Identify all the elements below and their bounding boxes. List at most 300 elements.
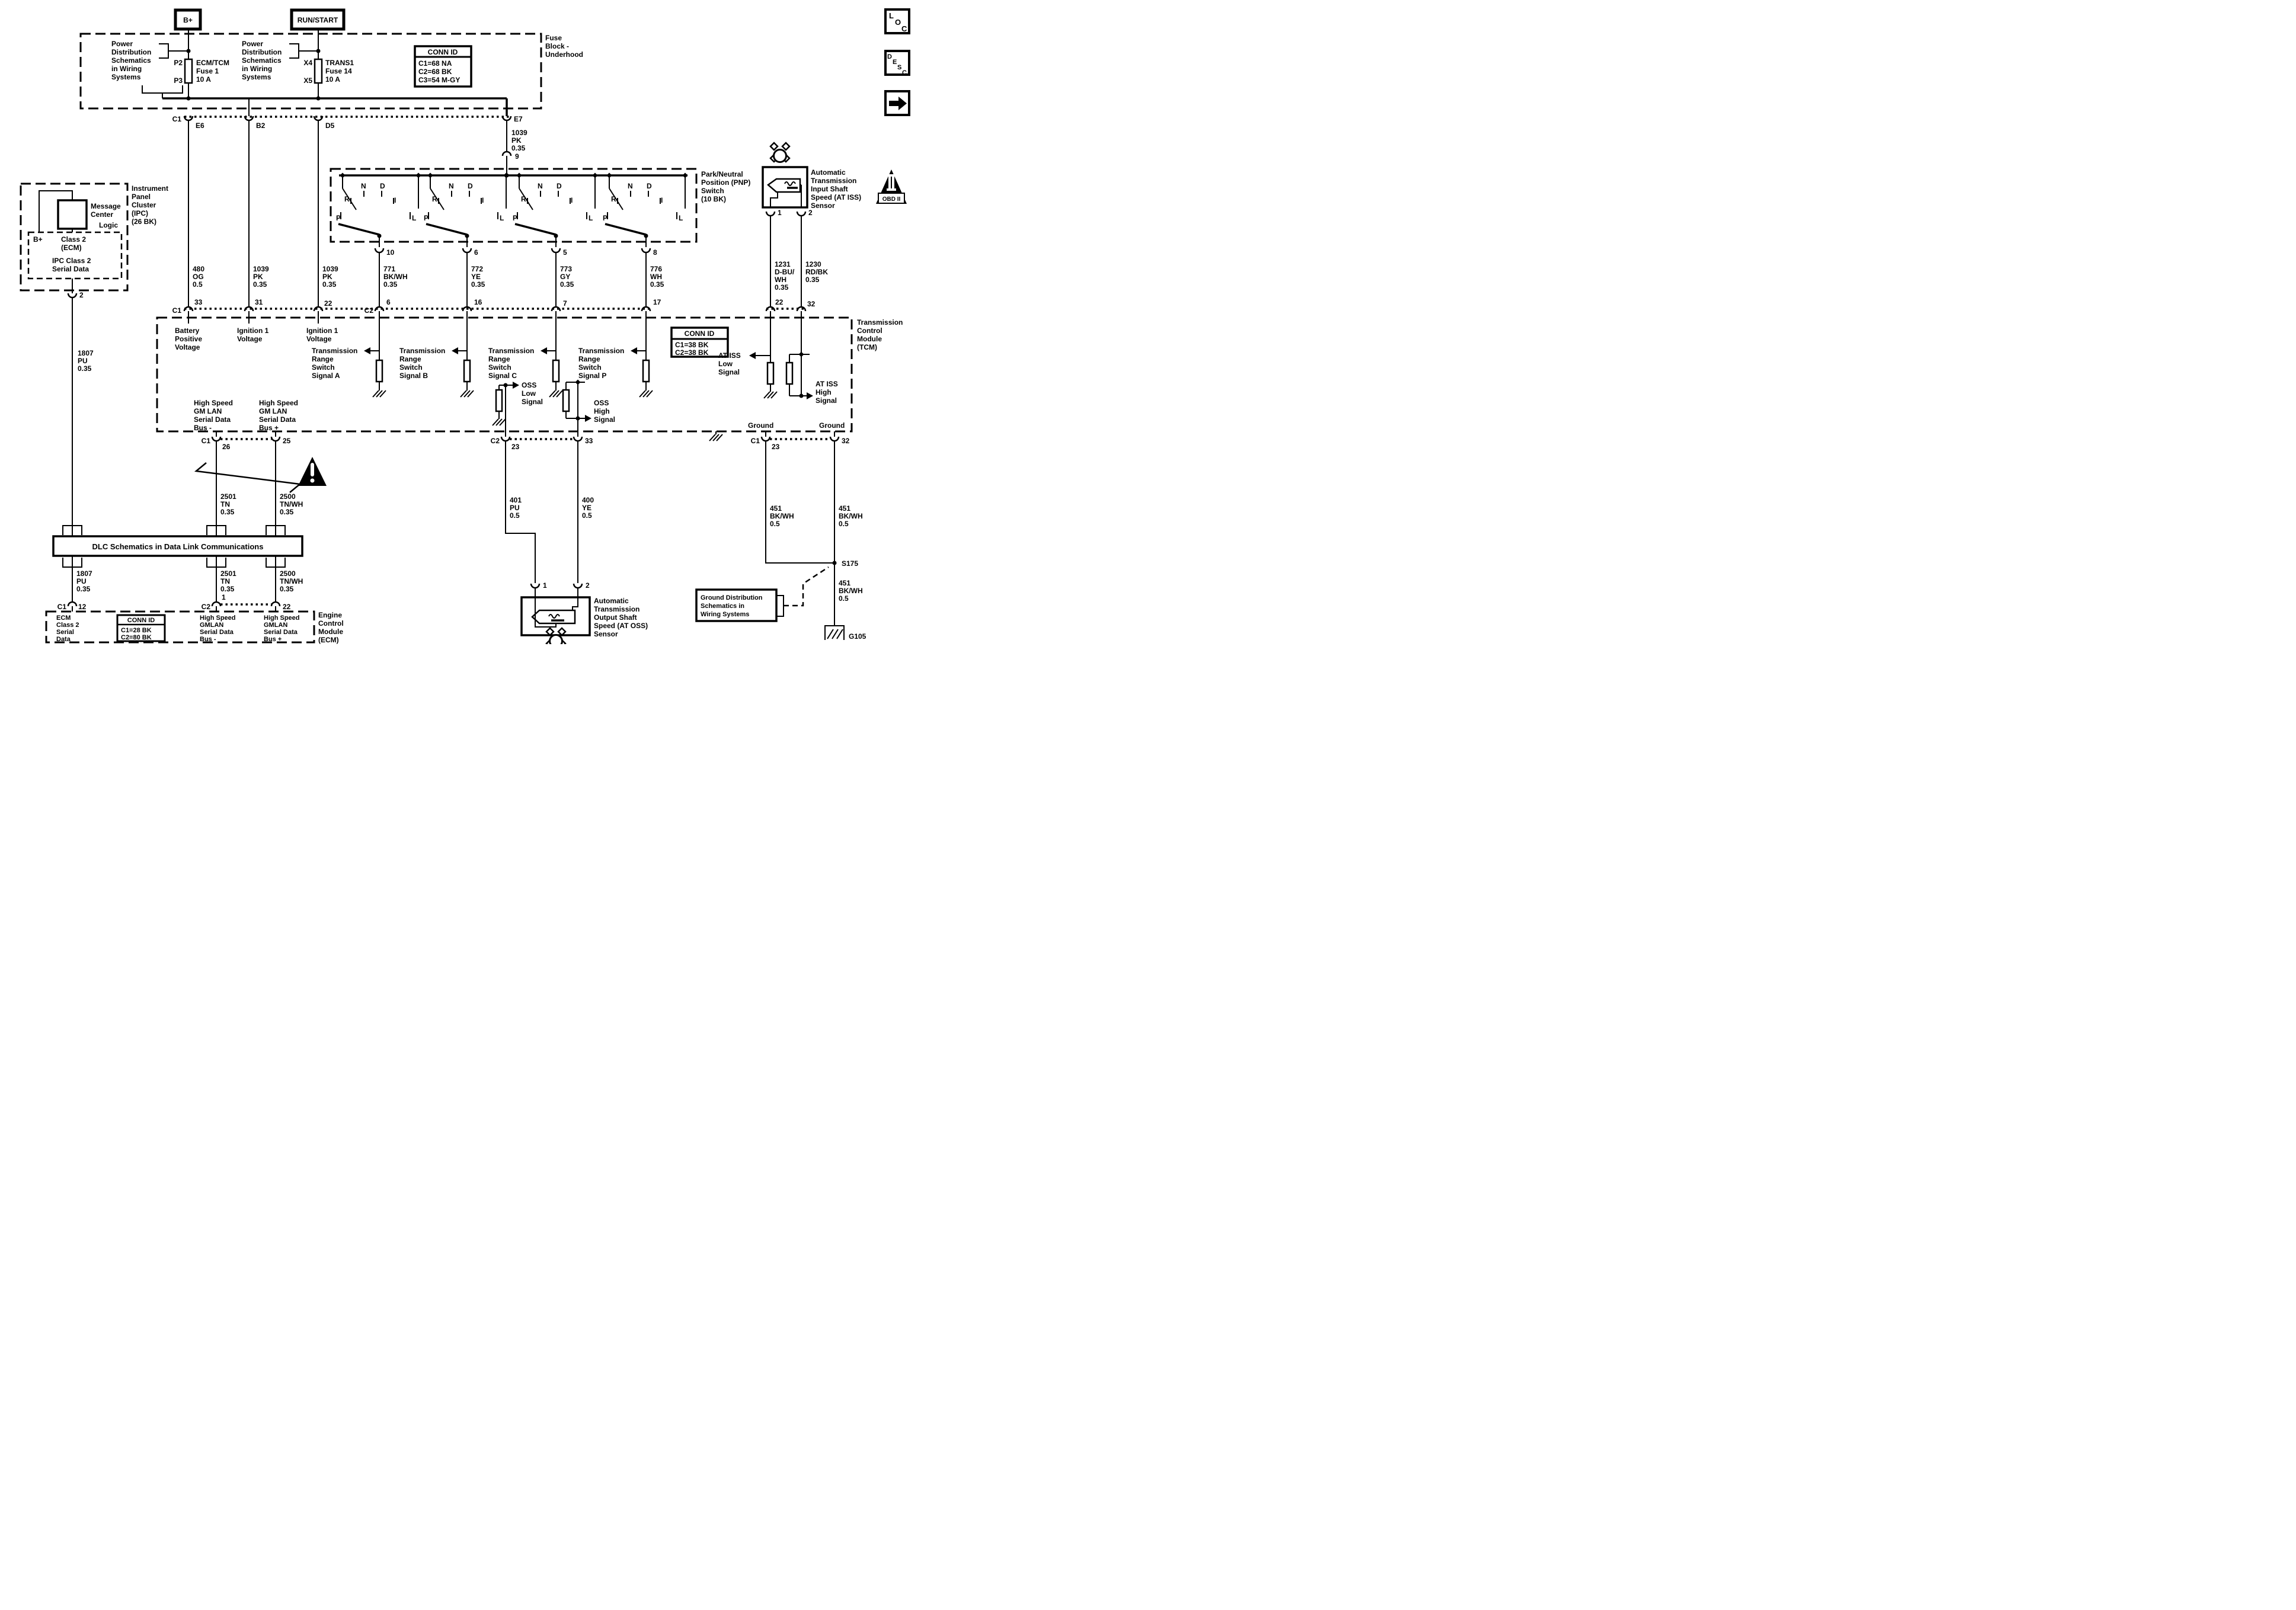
- wire-1230-color: RD/BK: [805, 268, 828, 276]
- fuse1-pin-top: P2: [174, 59, 183, 67]
- pnp-pin-5: 5: [563, 248, 567, 257]
- tcm-pin-25: 25: [283, 437, 291, 445]
- trs-p-line: Range: [578, 355, 600, 363]
- wire-2500-circuit: 2500: [280, 569, 296, 578]
- fb-label: Underhood: [545, 50, 583, 59]
- fuse1-pin-bottom: P3: [174, 76, 183, 85]
- wire-2501-color: TN: [220, 500, 230, 508]
- wire-771-label: [383, 265, 408, 289]
- message-center-label: Center: [91, 210, 114, 219]
- battery-line: Positive: [175, 335, 203, 343]
- wire-2501-lower-label: [220, 569, 236, 593]
- wire-1039-circuit: 1039: [322, 265, 338, 273]
- dlc-label: DLC Schematics in Data Link Communications: [92, 542, 264, 551]
- lan-plus-line: High Speed: [259, 399, 299, 407]
- tcm-conn-id-row: C2=38 BK: [675, 348, 709, 357]
- trs-signal-p: [578, 311, 653, 397]
- ecm-lan-minus-line: High Speed: [200, 614, 236, 622]
- trs-a-line: Range: [312, 355, 334, 363]
- atiss-wires: [770, 216, 828, 307]
- atoss-label: [594, 597, 648, 638]
- fuse-block-label: [545, 34, 583, 59]
- fuse2-pin-top: X4: [303, 59, 312, 67]
- wire-776-color: WH: [650, 273, 662, 281]
- fb-label: Block -: [545, 42, 570, 50]
- pd1-line: Systems: [111, 73, 141, 81]
- oss-high-line: High: [594, 407, 610, 415]
- trs-a-line: Signal A: [312, 372, 340, 380]
- atiss-label-line: Sensor: [811, 201, 835, 210]
- wire-1230-circuit: 1230: [805, 260, 821, 268]
- fuse-block-conn-id: [415, 46, 471, 87]
- fuse2-rating: 10 A: [325, 75, 340, 84]
- desc-letter-d: D: [887, 53, 892, 60]
- wire-2500-gauge: 0.35: [280, 585, 294, 593]
- ecm-label-line: Module: [318, 628, 343, 636]
- ecm-conn-id-row: C2=80 BK: [121, 634, 152, 641]
- atoss-pin2-label: 2: [586, 581, 590, 590]
- wire-451-color: BK/WH: [839, 512, 863, 520]
- wire-2501-upper-label: [220, 492, 236, 516]
- pnp-switch: [331, 169, 750, 257]
- tcm-conn-id-row: C1=38 BK: [675, 341, 709, 349]
- ipc-pin-2: [68, 293, 76, 297]
- wire-2500-lower-label: [280, 569, 303, 593]
- wire-1039-color: PK: [511, 136, 522, 145]
- lan-minus-line: Serial Data: [194, 415, 231, 424]
- trs-signal-a: [312, 311, 386, 397]
- trs-c-line: Range: [488, 355, 510, 363]
- tcm-pin-26: 26: [222, 443, 231, 451]
- wire-1231-circuit: 1231: [775, 260, 791, 268]
- tcm-pin-6: 6: [386, 298, 391, 306]
- fuse1-rating: 10 A: [196, 75, 211, 84]
- ecm-lan-plus-line: Serial Data: [264, 629, 298, 636]
- transmission-control-module: [157, 298, 903, 451]
- gd-line: Schematics in: [701, 603, 744, 610]
- fuse2-name: TRANS1: [325, 59, 354, 67]
- tcm-pin-33: 33: [194, 298, 203, 306]
- wire-2501-gauge: 0.35: [220, 585, 235, 593]
- wire-1807-gauge: 0.35: [76, 585, 91, 593]
- atiss-pin-2: [797, 212, 805, 216]
- desc-letter-e: E: [893, 59, 897, 66]
- pnp-label: [701, 170, 750, 203]
- fb-label: Fuse: [545, 34, 562, 42]
- ign1-line: Voltage: [237, 335, 263, 343]
- pnp-feed-pin: 9: [515, 152, 519, 161]
- wire-451-circuit: 451: [770, 504, 782, 513]
- row1-e6: E6: [196, 121, 204, 130]
- instrument-panel-cluster: [21, 184, 168, 299]
- trs-c-line: Switch: [488, 363, 511, 372]
- ecm-conn-id-row: C1=28 BK: [121, 627, 152, 634]
- ecm-lan-minus-line: GMLAN: [200, 622, 224, 629]
- wire-1807-circuit: 1807: [78, 349, 94, 357]
- wire-1231-label: [775, 260, 795, 292]
- tcm-ground-b: Ground: [819, 421, 845, 430]
- ecm-conn-id: [117, 615, 165, 641]
- nav-buttons: [885, 9, 909, 115]
- b-plus-label: B+: [183, 16, 193, 24]
- pnp-pin-6: 6: [474, 248, 478, 257]
- ground-distribution-note: [696, 567, 829, 621]
- pnp-label-line: Park/Neutral: [701, 170, 743, 178]
- tcm-pin-7: 7: [563, 299, 567, 308]
- wire-400-color: YE: [582, 504, 592, 512]
- message-center-label: Message: [91, 202, 121, 210]
- atoss-label-line: Output Shaft: [594, 613, 637, 622]
- atiss-low-signal: [718, 311, 777, 398]
- wire-2501-color: TN: [220, 577, 230, 585]
- atiss-pin-1: [766, 212, 775, 216]
- ipc-bplus-label: B+: [33, 235, 43, 244]
- next-arrow-button[interactable]: [885, 91, 909, 115]
- wire-1039-circuit: 1039: [253, 265, 269, 273]
- ecm-lan-plus-line: Bus +: [264, 636, 282, 643]
- wire-1231-color-a: D-BU/: [775, 268, 795, 276]
- run-start-label: RUN/START: [297, 16, 338, 24]
- battery-line: Voltage: [175, 343, 200, 351]
- ipc-label-line: (26 BK): [132, 217, 157, 226]
- g105-label: G105: [849, 632, 866, 641]
- wire-480-color: OG: [193, 273, 204, 281]
- trans1-fuse: [303, 29, 354, 98]
- wire-771-circuit: 771: [383, 265, 396, 273]
- wire-451-color: BK/WH: [839, 587, 863, 595]
- trs-a-line: Transmission: [312, 347, 358, 355]
- fuse1-name: Fuse 1: [196, 67, 219, 75]
- wire-2501-gauge: 0.35: [220, 508, 235, 516]
- desc-letter-s: S: [897, 64, 902, 71]
- gmlan-wires: [196, 441, 327, 602]
- wire-771-color: BK/WH: [383, 273, 408, 281]
- wire-2500-color: TN/WH: [280, 577, 303, 585]
- wire-451-circuit: 451: [839, 579, 851, 587]
- loc-button[interactable]: [885, 9, 909, 33]
- oss-low-line: Low: [522, 389, 536, 398]
- atiss-low-line: Signal: [718, 368, 740, 376]
- g105-ground-icon: [825, 626, 866, 641]
- atiss-high-signal: [786, 311, 838, 405]
- ecm-pin-1: 1: [222, 593, 226, 601]
- ecm-gmlan-plus: [264, 614, 300, 643]
- lan-minus-line: High Speed: [194, 399, 234, 407]
- obd2-label: OBD II: [882, 196, 901, 203]
- pnp-pin-8: 8: [653, 248, 657, 257]
- wire-2501-circuit: 2501: [220, 492, 236, 501]
- dlc-reference-box: [53, 526, 302, 567]
- tcm-pin-32b: 32: [842, 437, 850, 445]
- tcm-bottom-connector-row: [202, 431, 850, 451]
- oss-high-line: OSS: [594, 399, 609, 407]
- run-start-feed-box: [292, 10, 344, 29]
- tcm-c1: C1: [172, 306, 181, 315]
- ecm-class2-line: Class 2: [56, 622, 79, 629]
- tcm-ground-a: Ground: [748, 421, 774, 430]
- wire-1231-gauge: 0.35: [775, 283, 789, 292]
- gd-line: Wiring Systems: [701, 611, 750, 618]
- tcm-gmlan-plus: [259, 399, 298, 432]
- wire-772-color: YE: [471, 273, 481, 281]
- wire-772-label: [471, 265, 485, 289]
- wire-776-circuit: 776: [650, 265, 663, 273]
- ign1-line: Ignition 1: [237, 327, 269, 335]
- wire-451-color: BK/WH: [770, 512, 794, 520]
- ecm-lan-plus-line: High Speed: [264, 614, 300, 622]
- pd1-line: Distribution: [111, 48, 152, 56]
- lan-minus-line: GM LAN: [194, 407, 222, 415]
- ipc-class2: Class 2: [61, 235, 87, 244]
- oss-high-signal: [563, 380, 615, 437]
- wire-772-circuit: 772: [471, 265, 484, 273]
- wire-1807-color: PU: [78, 357, 88, 365]
- wire-1039-gauge: 0.35: [511, 144, 526, 152]
- atiss-pin2-label: 2: [808, 209, 813, 217]
- wire-1039-e7-label: [511, 129, 527, 152]
- ign1-line: Ignition 1: [306, 327, 338, 335]
- desc-button[interactable]: [885, 51, 909, 76]
- pd1-line: Schematics: [111, 56, 151, 65]
- tcm-c2-bottom: C2: [490, 437, 500, 445]
- tcm-pin-31: 31: [255, 298, 263, 306]
- tcm-label: [857, 318, 903, 351]
- trs-b-line: Range: [399, 355, 421, 363]
- atoss-sensor: [506, 441, 648, 644]
- wire-451-gauge: 0.5: [839, 520, 849, 528]
- wire-1039-circuit: 1039: [511, 129, 527, 137]
- tcm-battery-voltage: [175, 327, 202, 351]
- trs-b-line: Transmission: [399, 347, 446, 355]
- tcm-pin-32: 32: [807, 300, 816, 308]
- tcm-label-line: Transmission: [857, 318, 903, 327]
- ipc-label: [132, 184, 168, 226]
- wire-1807-circuit: 1807: [76, 569, 92, 578]
- tcm-ignition1-a: [237, 327, 269, 343]
- tcm-pin-23: 23: [511, 443, 520, 451]
- tcm-gmlan-minus: [194, 399, 233, 432]
- wire-401-label: [510, 496, 522, 520]
- trs-p-line: Switch: [578, 363, 602, 372]
- atiss-label-line: Input Shaft: [811, 185, 848, 193]
- power-distribution-note-1: [111, 40, 191, 98]
- tcm-case-ground-icon: [709, 431, 722, 441]
- pd1-line: in Wiring: [111, 65, 142, 73]
- atoss-label-line: Speed (AT OSS): [594, 622, 648, 630]
- connector-pin-9: [503, 152, 511, 156]
- oss-low-signal: [493, 381, 543, 437]
- tcm-label-line: Module: [857, 335, 882, 343]
- ipc-class2: (ECM): [61, 244, 82, 252]
- atiss-pin1-label: 1: [778, 209, 782, 217]
- wire-451-left-label: [770, 504, 794, 528]
- trs-b-line: Switch: [399, 363, 423, 372]
- conn-id-title: CONN ID: [427, 48, 458, 56]
- ecm-label-line: Control: [318, 619, 344, 628]
- battery-line: Battery: [175, 327, 200, 335]
- ipc-pin2-label: 2: [79, 291, 84, 299]
- fuse-block-underhood: [81, 10, 583, 116]
- tcm-pin-16: 16: [474, 298, 482, 306]
- wire-1231-color-b: WH: [775, 276, 786, 284]
- wire-2500-circuit: 2500: [280, 492, 296, 501]
- wire-1039-b2-label: [253, 265, 269, 289]
- loc-letter-o: O: [895, 18, 901, 27]
- wire-401-color: PU: [510, 504, 520, 512]
- wire-776-label: [650, 265, 664, 289]
- fuse2-pin-bottom: X5: [303, 76, 312, 85]
- pd2-line: Systems: [242, 73, 271, 81]
- ecm-label-line: Engine: [318, 611, 343, 619]
- pd2-line: Distribution: [242, 48, 282, 56]
- pd2-line: in Wiring: [242, 65, 273, 73]
- wire-1807-lower-label: [76, 569, 92, 593]
- ipc-serial: Serial Data: [52, 265, 89, 273]
- row1-e7: E7: [514, 115, 523, 123]
- wire-480-gauge: 0.5: [193, 280, 203, 289]
- ecm-pin-12: 12: [78, 603, 87, 611]
- wire-773-gauge: 0.35: [560, 280, 574, 289]
- wire-1807-gauge: 0.35: [78, 364, 92, 373]
- atiss-high-line: AT ISS: [816, 380, 838, 388]
- tcm-pin-23b: 23: [772, 443, 780, 451]
- wire-2500-color: TN/WH: [280, 500, 303, 508]
- pnp-label-line: (10 BK): [701, 195, 727, 203]
- row1-b2: B2: [256, 121, 266, 130]
- wire-1807-upper-label: [78, 349, 94, 373]
- tcm-pin-22: 22: [324, 299, 332, 308]
- ipc-label-line: Panel: [132, 193, 151, 201]
- atoss-pin-2: [574, 584, 582, 588]
- gd-line: Ground Distribution: [701, 594, 763, 601]
- ecm-lan-plus-line: GMLAN: [264, 622, 288, 629]
- fuse2-name: Fuse 14: [325, 67, 352, 75]
- tcm-pin-17: 17: [653, 298, 661, 306]
- wire-773-color: GY: [560, 273, 571, 281]
- trs-c-line: Signal C: [488, 372, 517, 380]
- lan-plus-line: Bus +: [259, 424, 279, 432]
- ecm-label-line: (ECM): [318, 636, 339, 644]
- trs-signal-b: [399, 311, 474, 397]
- ecm-label: [318, 611, 344, 644]
- wire-1039-color: PK: [253, 273, 263, 281]
- splice-s175: [833, 561, 837, 565]
- engine-control-module: [46, 593, 344, 644]
- tcm-c1-bottom: C1: [201, 437, 210, 445]
- range-signal-wires: [379, 252, 664, 307]
- wire-1230-gauge: 0.35: [805, 276, 820, 284]
- wire-1039-d5-label: [322, 265, 338, 289]
- wire-451-circuit: 451: [839, 504, 851, 513]
- gear-icon: [770, 143, 789, 162]
- pnp-output-pins: [375, 248, 657, 257]
- tcm-c1-ground: C1: [750, 437, 760, 445]
- ipc-serial: IPC Class 2: [52, 257, 91, 265]
- tcm-label-line: (TCM): [857, 343, 877, 351]
- oss-low-line: Signal: [522, 398, 543, 406]
- wire-773-label: [560, 265, 574, 289]
- wire-400-gauge: 0.5: [582, 511, 592, 520]
- wiring-diagram-page: P R N D L O C D E S C B+ RUN/START Power Distribution Schematics in Wiring Systems Power Distribution Schematics in Wiring Systems P2 P3 ECM/TCM Fuse 1 10 A X4 X5 TRANS1 Fuse 14 10 A CONN ID C1=68 NA C2=68 BK C3=54 M-GY Fuse Block - Underhood C1 E6 B2 D5 E7 480 OG 0.5 1039 PK 0.35 1039 PK 0.35 1039 PK 0.35 9 10 6 5 8 Park/Neutral Position (PNP) Switch (10 BK) 771 BK/WH 0.35 772 YE 0.35 773 GY 0.35 776 WH 0.35 1 2 Automatic Transmission Input Shaft Speed (AT ISS) Sensor OBD II 1231 D-BU/ WH 0.35 1230 RD/BK 0.35 Instrument Panel Cluster (IPC) (26 BK) Message Center Logic B+ Class 2 (ECM) IPC Class 2 Serial Data 2 1807 PU 0.35 1807 PU 0.35 Transmission Control Module (TCM) C1 33 31 22 C2 6 16 7 17 22 32 Battery Positive Voltage Ignition 1 Voltage Ignition 1 Voltage Transmission Range Switch Signal A Transmission Range Switch Signal B Transmission Range Switch Signal C Transmission Range Switch Signal P CONN ID C1=38 BK C2=38 BK OSS Low Signal OSS High Signal AT ISS Low Signal AT ISS High Signal High Speed GM LAN Serial Data Bus - High Speed GM LAN Serial Data Bus + Ground Ground C1 26 25 C2 23 33 C1 23 32 2501 TN 0.35 2500 TN/WH 0.35 2501 TN 0.35 2500 TN/WH 0.35 DLC Schematics in Data Link Communications C1 12 C2 1 22 ECM Class 2 Serial Data CONN ID C1=28 BK C2=80 BK High Speed GMLAN Serial Data Bus - High Speed GMLAN Serial Data Bus + Engine Control Module (ECM) 401 PU 0.5 400 YE 0.5 1 2 Automatic Transmission Output Shaft Speed (AT OSS) Sensor 451 BK/WH 0.5 451 BK/WH 0.5 S175 451 BK/WH 0.5 G105 Ground Distribution Schematics in Wiring Systems: [0, 0, 918, 644]
- ecm-class2-line: Data: [56, 636, 71, 643]
- wire-2501-circuit: 2501: [220, 569, 236, 578]
- twisted-pair-icon: [196, 463, 300, 492]
- ecm-c1: C1: [57, 603, 66, 611]
- conn-id-row: C2=68 BK: [418, 68, 452, 76]
- wire-1807-color: PU: [76, 577, 87, 585]
- row1-d5: D5: [325, 121, 335, 130]
- wire-1039-color: PK: [322, 273, 332, 281]
- pd2-line: Schematics: [242, 56, 282, 65]
- ipc-label-line: (IPC): [132, 209, 148, 217]
- wire-772-gauge: 0.35: [471, 280, 485, 289]
- atiss-high-line: High: [816, 388, 832, 396]
- warning-triangle-icon: [298, 457, 327, 486]
- ecm-pin-22: 22: [283, 603, 291, 611]
- trs-b-line: Signal B: [399, 372, 428, 380]
- wire-401-gauge: 0.5: [510, 511, 520, 520]
- fuse-block-connector-row: [172, 115, 523, 130]
- wire-451-gauge: 0.5: [770, 520, 780, 528]
- atoss-pin-1: [531, 584, 539, 588]
- tcm-top-connector-row: [172, 298, 816, 324]
- tcm-c2: C2: [364, 306, 373, 315]
- ecm-lan-minus-line: Serial Data: [200, 629, 234, 636]
- atiss-sensor: [763, 143, 861, 217]
- lan-plus-line: Serial Data: [259, 415, 296, 424]
- wire-451-gauge: 0.5: [839, 594, 849, 603]
- wire-400-circuit: 400: [582, 496, 594, 504]
- atoss-pin1-label: 1: [543, 581, 547, 590]
- fuse1-name: ECM/TCM: [196, 59, 229, 67]
- wire-773-circuit: 773: [560, 265, 573, 273]
- loc-letter-l: L: [889, 11, 894, 20]
- wire-1039-gauge: 0.35: [253, 280, 267, 289]
- atiss-label-line: Speed (AT ISS): [811, 193, 862, 201]
- ign1-line: Voltage: [306, 335, 332, 343]
- atiss-label-line: Automatic: [811, 168, 846, 177]
- tcm-label-line: Control: [857, 327, 882, 335]
- tcm-pin-33b: 33: [585, 437, 593, 445]
- pnp-label-line: Switch: [701, 187, 724, 195]
- wire-776-gauge: 0.35: [650, 280, 664, 289]
- b-plus-feed-box: [175, 10, 200, 29]
- atiss-high-line: Signal: [816, 396, 837, 405]
- wire-451-below-splice-label: [839, 579, 863, 603]
- wire-771-gauge: 0.35: [383, 280, 398, 289]
- wire-400-label: [582, 496, 594, 520]
- pnp-pin-10: 10: [386, 248, 395, 257]
- splice-s175-label: S175: [842, 559, 859, 568]
- lan-plus-line: GM LAN: [259, 407, 287, 415]
- wire-2500-upper-label: [280, 492, 303, 516]
- ipc-label-line: Instrument: [132, 184, 169, 193]
- atoss-label-line: Transmission: [594, 605, 640, 613]
- row1-c1: C1: [172, 115, 181, 123]
- trs-p-line: Signal P: [578, 372, 607, 380]
- wire-451-right-label: [839, 504, 863, 528]
- tcm-conn-id-title: CONN ID: [684, 329, 715, 338]
- atiss-label: [811, 168, 861, 210]
- pd2-line: Power: [242, 40, 264, 48]
- pnp-label-line: Position (PNP): [701, 178, 751, 187]
- lan-minus-line: Bus -: [194, 424, 212, 432]
- ipc-label-line: Cluster: [132, 201, 156, 209]
- pd1-line: Power: [111, 40, 133, 48]
- wire-480-circuit: 480: [193, 265, 205, 273]
- ecm-c2: C2: [201, 603, 210, 611]
- atiss-low-line: AT ISS: [718, 351, 741, 360]
